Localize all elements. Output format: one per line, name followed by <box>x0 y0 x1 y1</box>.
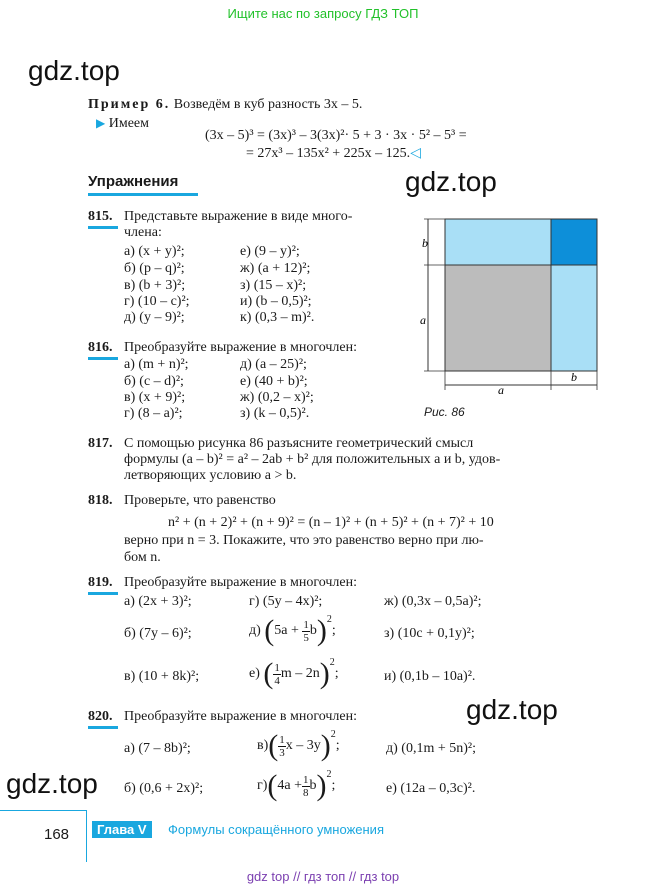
item-expr: b <box>309 778 317 793</box>
example-have-label: Имеем <box>108 116 149 131</box>
frac-bot: 4 <box>274 674 280 687</box>
frac-bot: 8 <box>303 786 309 799</box>
exercise-line: бом n. <box>124 550 161 565</box>
label-a-vertical: a <box>420 313 426 327</box>
paren: ) <box>319 657 330 690</box>
list-item: и) (b – 0,5)²; <box>240 294 312 309</box>
list-item: г)(4a + $\frac{1}{8}$ b)$^2$; <box>257 769 336 802</box>
frac-top: 1 <box>303 773 309 786</box>
figure-86 <box>418 212 608 412</box>
list-item: в) (x + 9)²; <box>124 390 186 405</box>
exercise-number: 819. <box>88 575 113 590</box>
bottom-links: gdz top // гдз топ // гдз top <box>246 869 400 884</box>
exercise-task: Представьте выражение в виде много- <box>124 209 353 224</box>
example-formula-2 <box>246 145 421 162</box>
exercise-number: 818. <box>88 493 113 508</box>
list-item: е) (12a – 0,3c)². <box>386 781 476 796</box>
exercise-underline <box>88 357 118 360</box>
page-number: 168 <box>44 826 70 843</box>
exercise-underline <box>88 726 118 729</box>
fraction <box>278 734 286 759</box>
list-item: з) (15 – x)²; <box>240 278 307 293</box>
example-have <box>96 116 149 132</box>
frac-bot: 3 <box>279 746 285 759</box>
exercise-number: 815. <box>88 209 113 224</box>
rect-top-left <box>445 219 551 265</box>
list-item: в) (b + 3)²; <box>124 278 186 293</box>
list-item: г) (8 – a)²; <box>124 406 183 421</box>
list-item: б) (0,6 + 2x)²; <box>124 781 204 796</box>
item-expr: x – 3y <box>285 738 321 753</box>
exercise-task: Преобразуйте выражение в многочлен: <box>124 575 357 590</box>
section-title: Упражнения <box>88 173 179 190</box>
list-item: в) (10 + 8k)²; <box>124 669 200 684</box>
figure-caption: Рис. 86 <box>424 405 465 419</box>
watermark: gdz.top <box>405 166 497 197</box>
chapter-title: Формулы сокращённого умножения <box>168 822 384 837</box>
exercise-underline <box>88 226 118 229</box>
list-item: а) (m + n)²; <box>124 357 189 372</box>
watermark: gdz.top <box>6 768 98 799</box>
list-item: д) (a – 25)²; <box>240 357 307 372</box>
item-label: г) <box>257 778 268 793</box>
rect-top-right <box>551 219 597 265</box>
fraction <box>302 774 310 799</box>
list-item: б) (p – q)²; <box>124 261 185 276</box>
frac-top: 1 <box>274 661 280 674</box>
list-item: б) (7y – 6)²; <box>124 626 192 641</box>
list-item: а) (x + y)²; <box>124 244 185 259</box>
frac-top: 1 <box>303 618 309 631</box>
paren: ( <box>264 614 275 647</box>
rect-bottom-right <box>551 265 597 371</box>
exercise-line: С помощью рисунка 86 разъясните геометрический смысл <box>124 436 474 451</box>
exercise-line: формулы (a – b)² = a² – 2ab + b² для положительных a и b, удов- <box>124 452 501 467</box>
exercise-number: 816. <box>88 340 113 355</box>
label-b-vertical: b <box>422 236 428 250</box>
item-expr: m – 2n <box>280 666 320 681</box>
footer-rule <box>0 810 86 811</box>
list-item: а) (2x + 3)²; <box>124 594 192 609</box>
list-item: з) (10c + 0,1y)²; <box>384 626 475 641</box>
list-item: ж) (0,3x – 0,5a)²; <box>384 594 482 609</box>
list-item: г) (10 – c)²; <box>124 294 190 309</box>
item-label: в) <box>257 738 269 753</box>
fraction <box>302 619 310 644</box>
label-a-horizontal: a <box>498 383 504 397</box>
footer-divider <box>86 810 87 862</box>
paren: ) <box>316 614 327 647</box>
example-label: Пример 6. <box>88 97 171 112</box>
example-formula-1: (3x – 5)³ = (3x)³ – 3(3x)²· 5 + 3 · 3x · 5² – 5³ = <box>205 128 467 143</box>
paren: ( <box>268 729 279 762</box>
list-item: г) (5y – 4x)²; <box>249 594 323 609</box>
list-item: д) (y – 9)²; <box>124 310 185 325</box>
frac-top: 1 <box>279 733 285 746</box>
exercise-line: летворяющих условию a > b. <box>124 468 297 483</box>
paren: ) <box>320 729 331 762</box>
paren: ) <box>316 769 327 802</box>
item-expr: b <box>309 623 317 638</box>
paren: ( <box>267 769 278 802</box>
list-item: д) (0,1m + 5n)²; <box>386 741 476 756</box>
list-item: ж) (a + 12)²; <box>240 261 311 276</box>
label-b-horizontal: b <box>571 370 577 384</box>
paren: ( <box>263 657 274 690</box>
chapter-badge: Глава V <box>92 821 152 838</box>
list-item: е) (9 – y)²; <box>240 244 300 259</box>
list-item: з) (k – 0,5)². <box>240 406 310 421</box>
end-mark-icon: ◁ <box>410 146 421 161</box>
exercise-task: Проверьте, что равенство <box>124 493 276 508</box>
frac-bot: 5 <box>303 631 309 644</box>
exercise-line: верно при n = 3. Покажите, что это равенство верно при лю- <box>124 533 484 548</box>
exercise-number: 820. <box>88 709 113 724</box>
rect-gray <box>445 265 551 371</box>
list-item: д) (5a + $\frac{1}{5}$ b)$^2$; <box>249 614 336 647</box>
list-item: а) (7 – 8b)²; <box>124 741 191 756</box>
exercise-underline <box>88 592 118 595</box>
list-item: и) (0,1b – 10a)². <box>384 669 476 684</box>
item-expr: 4a + <box>277 778 303 793</box>
example-heading <box>88 97 362 113</box>
list-item: в)( $\frac{1}{3}$ x – 3y)$^2$; <box>257 729 340 762</box>
exercise-number: 817. <box>88 436 113 451</box>
example-formula-2-text: = 27x³ – 135x² + 225x – 125. <box>246 146 411 161</box>
item-label: д) <box>249 623 261 638</box>
fraction <box>273 662 281 687</box>
item-expr: 5a + <box>274 623 299 638</box>
exercise-task: Преобразуйте выражение в многочлен: <box>124 340 357 355</box>
list-item: к) (0,3 – m)². <box>240 310 315 325</box>
list-item: ж) (0,2 – x)²; <box>240 390 314 405</box>
list-item: е) ( $\frac{1}{4}$ m – 2n)$^2$; <box>249 657 339 690</box>
watermark: gdz.top <box>466 694 558 725</box>
watermark: gdz.top <box>28 55 120 86</box>
exercise-task: Преобразуйте выражение в многочлен: <box>124 709 357 724</box>
item-label: е) <box>249 666 260 681</box>
triangle-right-icon: ▶ <box>96 116 106 130</box>
section-underline <box>88 193 198 196</box>
list-item: е) (40 + b)²; <box>240 374 308 389</box>
list-item: б) (c – d)²; <box>124 374 184 389</box>
top-banner: Ищите нас по запросу ГДЗ ТОП <box>227 6 419 21</box>
exercise-formula: n² + (n + 2)² + (n + 9)² = (n – 1)² + (n + 5)² + (n + 7)² + 10 <box>168 515 494 530</box>
exercise-task: члена: <box>124 225 162 240</box>
example-text: Возведём в куб разность 3x – 5. <box>173 97 363 112</box>
